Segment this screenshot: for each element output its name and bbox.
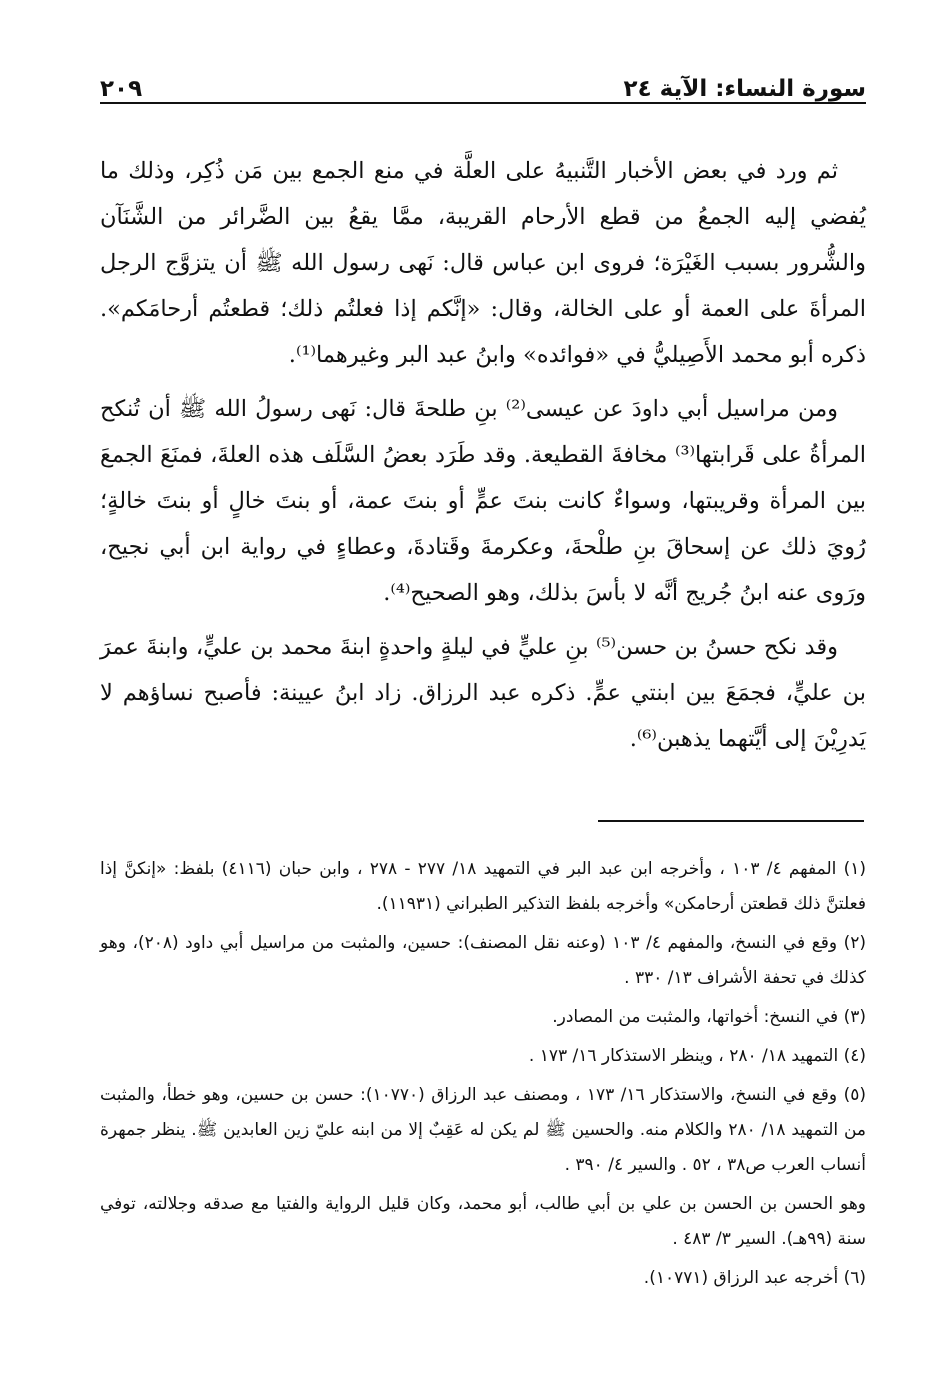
main-text: [100, 148, 866, 770]
body-paragraph: ثم ورد في بعض الأخبار التَّنبيهُ على العلَّة في منع الجمع بين مَن ذُكِر، وذلك ما يُفضي إليه الجمعُ من قطع الأرحام القريبة، ممَّا يقعُ بين الضَّرائر من الشَّنَآن والشُّرور بسبب الغَيْرَة؛ فروى ابن عباس قال: نَهى رسول الله ﷺ أن يتزوَّج الرجل المرأةَ على العمة أو على الخالة، وقال: «إنَّكم إذا فعلتُم ذلك؛ قطعتُم أرحامَكم». ذكره أبو محمد الأَصِيليُّ في «فوائده» وابنُ عبد البر وغيرهما⁽¹⁾.: [100, 158, 867, 368]
header-rule: [100, 102, 866, 104]
footnote: (٤) التمهيد ١٨/ ٢٨٠ ، وينظر الاستذكار ١٦/ ١٧٣ .: [528, 1046, 866, 1066]
footnote: (١) المفهم ٤/ ١٠٣ ، وأخرجه ابن عبد البر في التمهيد ١٨/ ٢٧٧ - ٢٧٨ ، وابن حبان (٤١١٦) بلفظ: «إنكنَّ إذا فعلتنَّ ذلك قطعتن أرحامكن» وأخرجه بلفظ التذكير الطبراني (١١٩٣١).: [100, 859, 866, 914]
footnote-continuation: وهو الحسن بن الحسن بن علي بن أبي طالب، أبو محمد، وكان قليل الرواية والفتيا مع صدقه وجلالته، توفي سنة (٩٩هـ). السير ٣/ ٤٨٣ .: [100, 1194, 866, 1249]
page-number: ٢٠٩: [100, 76, 143, 102]
footnote: (٣) في النسخ: أخواتها، والمثبت من المصادر.: [552, 1007, 866, 1027]
body-paragraph: وقد نكح حسنُ بن حسن⁽⁵⁾ بنِ عليٍّ في ليلةٍ واحدةٍ ابنةَ محمد بن عليٍّ، وابنةَ عمرَ بن عليٍّ، فجمَعَ بين ابنتي عمٍّ. ذكره عبد الرزاق. زاد ابنُ عيينة: فأصبح نساؤهم لا يَدرِيْنَ إلى أيَّتهما يذهبن⁽⁶⁾.: [100, 634, 866, 752]
body-paragraph: ومن مراسيل أبي داودَ عن عيسى⁽²⁾ بنِ طلحةَ قال: نَهى رسولُ الله ﷺ أن تُنكح المرأةُ على قَرابتها⁽³⁾ مخافةَ القطيعة. وقد طَرَد بعضُ السَّلَف هذه العلةَ، فمنَعَ الجمعَ بين المرأة وقريبتها، وسواءٌ كانت بنتَ عمٍّ أو بنتَ عمة، أو بنتَ خالٍ أو بنتَ خالةٍ؛ رُويَ ذلك عن إسحاقَ بنِ طلْحةَ، وعكرمةَ وقَتادةَ، وعطاءٍ في رواية ابن أبي نجيح، ورَوى عنه ابنُ جُريج أنَّه لا بأسَ بذلك، وهو الصحيح⁽⁴⁾.: [100, 396, 866, 606]
running-head: [100, 66, 866, 102]
chapter-title: سورة النساء: الآية ٢٤: [623, 76, 866, 102]
footnote: (٢) وقع في النسخ، والمفهم ٤/ ١٠٣ (وعنه نقل المصنف): حسين، والمثبت من مراسيل أبي داود (٢٠٨)، وهو كذلك في تحفة الأشراف ١٣/ ٣٣٠ .: [100, 933, 867, 988]
footnote: (٦) أخرجه عبد الرزاق (١٠٧٧١).: [643, 1268, 866, 1288]
footnote-separator: [598, 820, 864, 822]
footnotes: [100, 852, 866, 1300]
footnote: (٥) وقع في النسخ، والاستذكار ١٦/ ١٧٣ ، ومصنف عبد الرزاق (١٠٧٧٠): حسن بن حسين، وهو خطأ، والمثبت من التمهيد ١٨/ ٢٨٠ والكلام منه. والحسين ﷺ لم يكن له عَقِبٌ إلا من ابنه عليّ زين العابدين ﷺ. ينظر جمهرة أنساب العرب ص٣٨ ، ٥٢ . والسير ٤/ ٣٩٠ .: [100, 1085, 866, 1175]
